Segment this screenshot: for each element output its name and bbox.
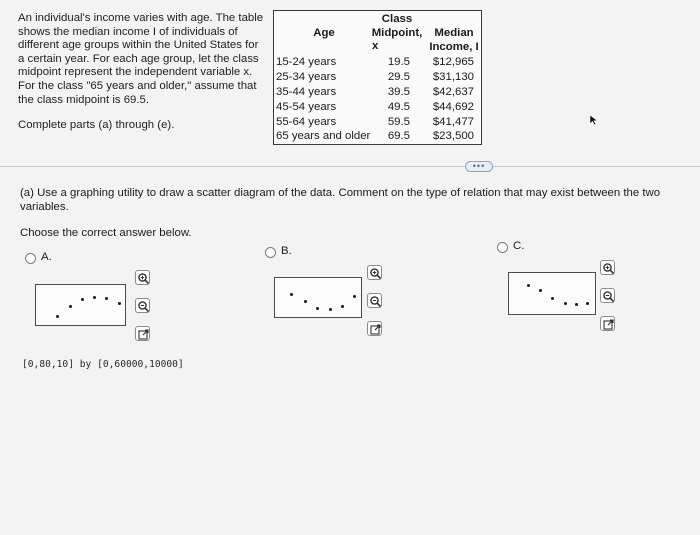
intro-line: For the class "65 years and older," assume that (18, 79, 257, 92)
scatter-point (81, 298, 84, 301)
scatter-point (527, 284, 530, 287)
option-a-radio[interactable] (25, 253, 36, 264)
cell-income: $31,130 (432, 71, 474, 83)
table-row (274, 130, 481, 145)
window-range-text: [0,80,10] by [0,60000,10000] (22, 359, 184, 370)
header-income-line: Median (434, 27, 474, 39)
header-midpoint-line: Class (381, 13, 413, 25)
problem-statement (18, 12, 270, 133)
scatter-point (341, 305, 344, 308)
scatter-point (329, 308, 332, 311)
cell-age: 35-44 years (276, 86, 337, 98)
header-income-line: Income, I (429, 40, 479, 53)
cell-midpoint: 19.5 (387, 56, 410, 68)
popout-icon[interactable] (367, 321, 382, 336)
table-row (274, 116, 481, 131)
zoom-in-icon[interactable] (367, 265, 382, 280)
popout-icon[interactable] (135, 326, 150, 341)
cell-income: $12,965 (432, 56, 474, 68)
option-a-label[interactable]: A. (41, 251, 52, 263)
scatter-point (551, 297, 554, 300)
scatter-point (564, 302, 567, 305)
cell-midpoint: 39.5 (387, 86, 410, 98)
table-row (274, 71, 481, 86)
option-a-scatter-plot[interactable] (35, 284, 126, 326)
option-b-scatter-plot[interactable] (274, 277, 362, 318)
zoom-out-icon[interactable] (600, 288, 615, 303)
cell-income: $23,500 (432, 130, 474, 142)
intro-line: different age groups within the United States for (18, 39, 259, 52)
scatter-point (105, 297, 108, 300)
income-data-table (273, 10, 482, 145)
part-a-prompt: (a) Use a graphing utility to draw a scatter diagram of the data. Comment on the type of relation that may exist between the two variables. (20, 187, 661, 213)
scatter-point (586, 302, 589, 305)
header-midpoint (362, 13, 432, 54)
scatter-point (304, 300, 307, 303)
option-c-scatter-plot[interactable] (508, 272, 596, 315)
header-midpoint-line: Midpoint, (371, 26, 423, 39)
choose-answer-text: Choose the correct answer below. (20, 227, 192, 239)
intro-line: midpoint represent the independent variable x. (18, 66, 253, 79)
table-row (274, 86, 481, 101)
cell-midpoint: 29.5 (387, 71, 410, 83)
scatter-point (56, 315, 59, 318)
table-row (274, 101, 481, 116)
scatter-point (316, 307, 319, 310)
cell-income: $41,477 (432, 116, 474, 128)
intro-line: the class midpoint is 69.5. (18, 93, 150, 106)
cell-age: 15-24 years (276, 56, 337, 68)
popout-icon[interactable] (600, 316, 615, 331)
cell-age: 25-34 years (276, 71, 337, 83)
zoom-in-icon[interactable] (600, 260, 615, 275)
cell-midpoint: 59.5 (387, 116, 410, 128)
expand-more-button[interactable]: ••• (465, 161, 493, 172)
scatter-point (353, 295, 356, 298)
intro-line: An individual's income varies with age. The table (18, 12, 264, 24)
table-row (274, 56, 481, 71)
option-c-label[interactable]: C. (513, 240, 525, 252)
header-income (424, 27, 484, 54)
section-divider (0, 166, 700, 167)
header-age: Age (313, 27, 335, 39)
complete-parts-text: Complete parts (a) through (e). (18, 119, 175, 132)
cell-midpoint: 69.5 (387, 130, 410, 142)
scatter-point (69, 305, 72, 308)
cell-midpoint: 49.5 (387, 101, 410, 113)
part-a-question (20, 186, 690, 240)
zoom-out-icon[interactable] (367, 293, 382, 308)
option-b-radio[interactable] (265, 247, 276, 258)
option-b-label[interactable]: B. (281, 245, 292, 257)
cell-age: 55-64 years (276, 116, 337, 128)
header-midpoint-variable: x (372, 40, 379, 52)
zoom-out-icon[interactable] (135, 298, 150, 313)
scatter-point (93, 296, 96, 299)
cell-income: $44,692 (432, 101, 474, 113)
option-c-radio[interactable] (497, 242, 508, 253)
scatter-point (290, 293, 293, 296)
cell-age: 65 years and older (276, 130, 371, 142)
mouse-cursor-icon (589, 113, 599, 131)
scatter-point (575, 303, 578, 306)
intro-line: a certain year. For each age group, let the class (18, 52, 259, 65)
cell-income: $42,637 (432, 86, 474, 98)
scatter-point (118, 302, 121, 305)
intro-line: shows the median income I of individuals of (18, 25, 238, 38)
zoom-in-icon[interactable] (135, 270, 150, 285)
scatter-point (539, 289, 542, 292)
cell-age: 45-54 years (276, 101, 337, 113)
